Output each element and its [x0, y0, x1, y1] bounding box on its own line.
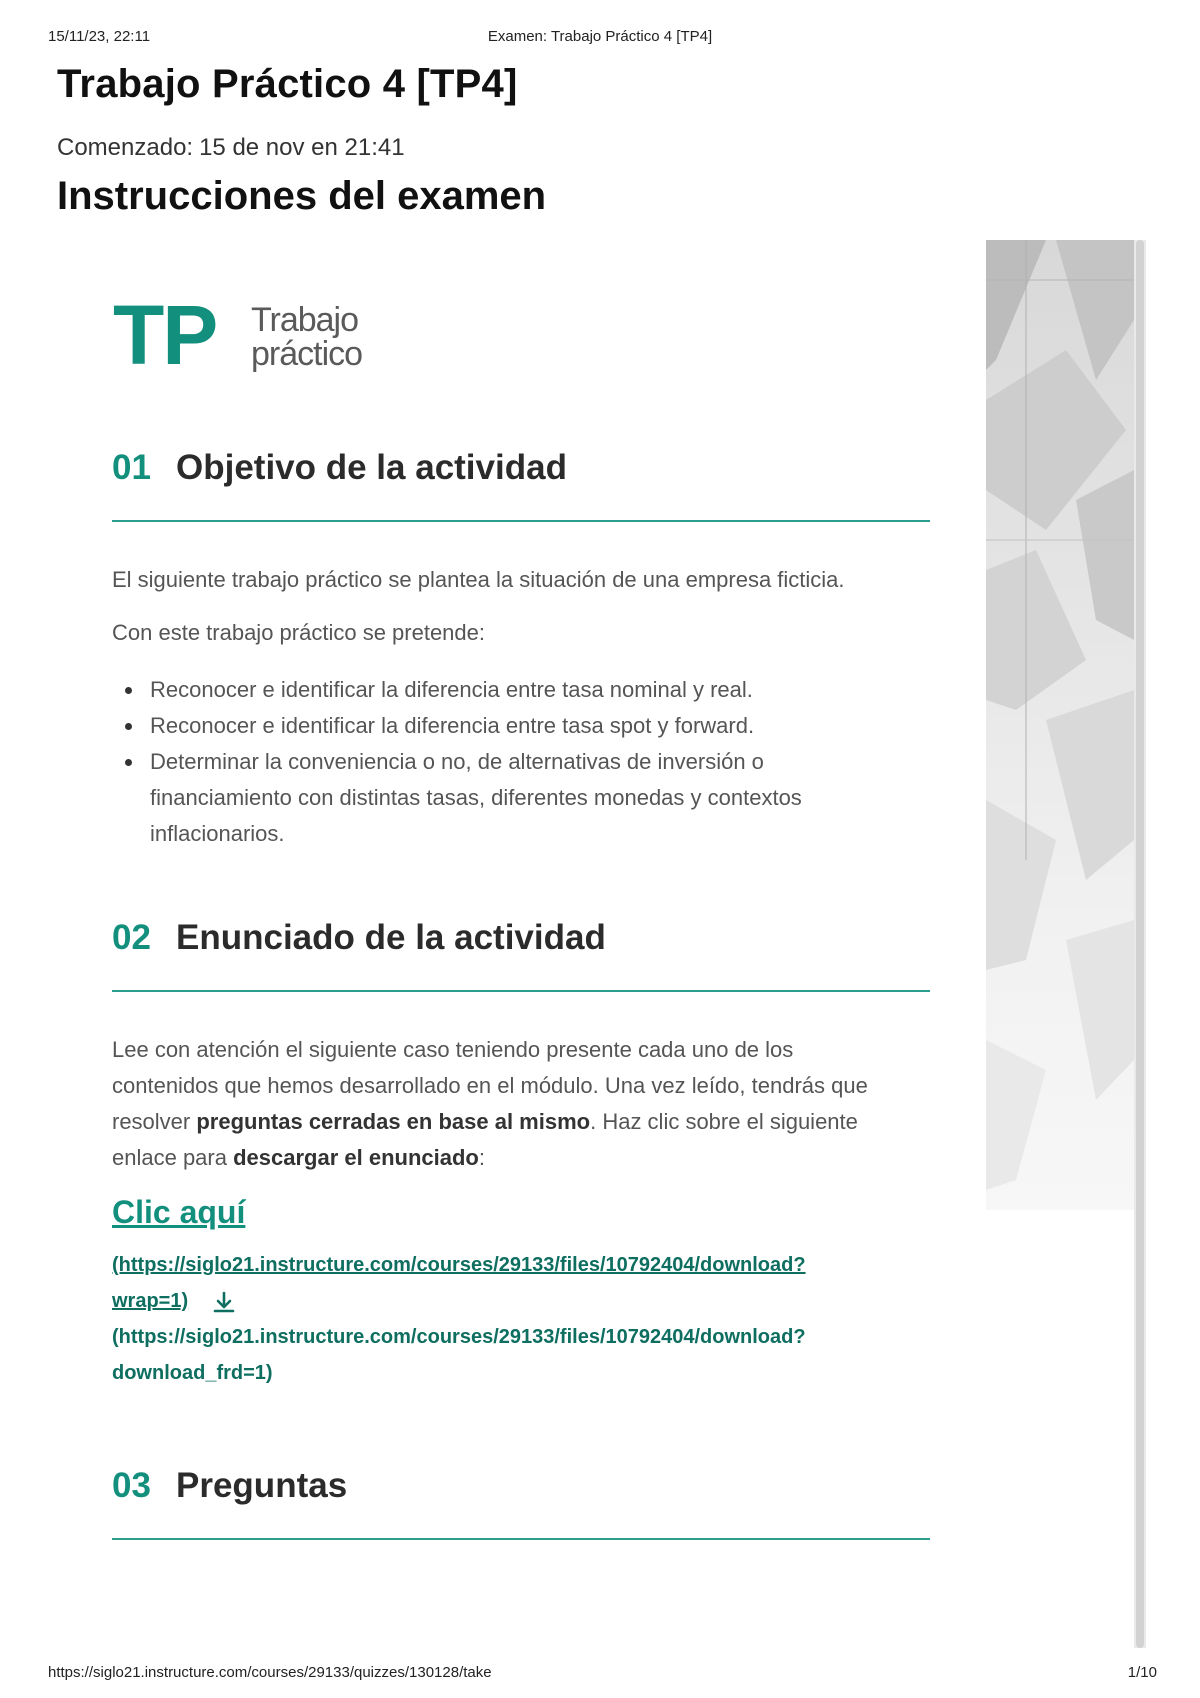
started-value: 15 de nov en 21:41 [199, 134, 405, 161]
page-title: Trabajo Práctico 4 [TP4] [57, 62, 518, 106]
objective-paragraph: El siguiente trabajo práctico se plantea la situación de una empresa ficticia. [112, 567, 845, 592]
objective-list [112, 672, 902, 852]
scrollbar-thumb[interactable] [1136, 240, 1144, 1648]
statement-text: : [478, 1145, 485, 1170]
print-url: https://siglo21.instructure.com/courses/29133/quizzes/130128/take [48, 1664, 492, 1681]
bullet-dot [125, 687, 132, 694]
logo-word-line1: Trabajo [251, 301, 359, 339]
decorative-side-image [986, 240, 1134, 1210]
section-heading-02 [112, 918, 930, 992]
print-datetime: 15/11/23, 22:11 [48, 28, 151, 45]
objective-intro: Con este trabajo práctico se pretende: [112, 620, 486, 645]
section-heading-01 [112, 448, 930, 522]
statement-paragraph [112, 1032, 902, 1176]
download-url[interactable]: (https://siglo21.instructure.com/courses/29133/files/10792404/download? [112, 1326, 806, 1348]
print-doc-title: Examen: Trabajo Práctico 4 [TP4] [487, 28, 713, 45]
download-icon[interactable] [211, 1290, 237, 1316]
section-title: Objetivo de la actividad [176, 448, 567, 487]
list-item-text: Reconocer e identificar la diferencia entre tasa spot y forward. [150, 713, 755, 738]
logo-word-line2: práctico [251, 335, 363, 373]
statement-text: Lee con atención el siguiente caso teniendo presente cada uno de los contenidos que hemos desarrollado en el módulo. Una vez leído, tendrás que resolver [112, 1037, 868, 1134]
started-info [57, 134, 405, 162]
statement-bold: preguntas cerradas en base al mismo [196, 1109, 591, 1134]
list-item-text: Determinar la conveniencia o no, de alternativas de inversión o financiamiento con distintas tasas, diferentes monedas y contextos inflacionarios. [150, 749, 802, 846]
section-number: 01 [112, 448, 151, 487]
download-link[interactable]: Clic aquí [112, 1194, 246, 1230]
list-item [112, 672, 902, 708]
link-url-end[interactable]: wrap=1) [112, 1290, 189, 1312]
statement-bold: descargar el enunciado [233, 1145, 479, 1170]
list-item [112, 708, 902, 744]
print-page-number: 1/10 [1127, 1664, 1157, 1681]
statement-text: . Haz clic sobre el siguiente enlace para [112, 1109, 858, 1170]
section-heading-03 [112, 1466, 930, 1540]
list-item-text: Reconocer e identificar la diferencia entre tasa nominal y real. [150, 677, 753, 702]
section-title: Preguntas [176, 1466, 348, 1505]
link-url[interactable]: (https://siglo21.instructure.com/courses/29133/files/10792404/download? [112, 1254, 806, 1276]
section-number: 03 [112, 1466, 151, 1505]
section-number: 02 [112, 918, 151, 957]
list-item [112, 744, 902, 852]
logo-letters: TP [113, 288, 217, 382]
section-title: Enunciado de la actividad [176, 918, 606, 957]
bullet-dot [125, 759, 132, 766]
started-label: Comenzado: [57, 134, 194, 161]
instructions-title: Instrucciones del examen [57, 174, 547, 218]
bullet-dot [125, 723, 132, 730]
download-url-end[interactable]: download_frd=1) [112, 1362, 273, 1384]
